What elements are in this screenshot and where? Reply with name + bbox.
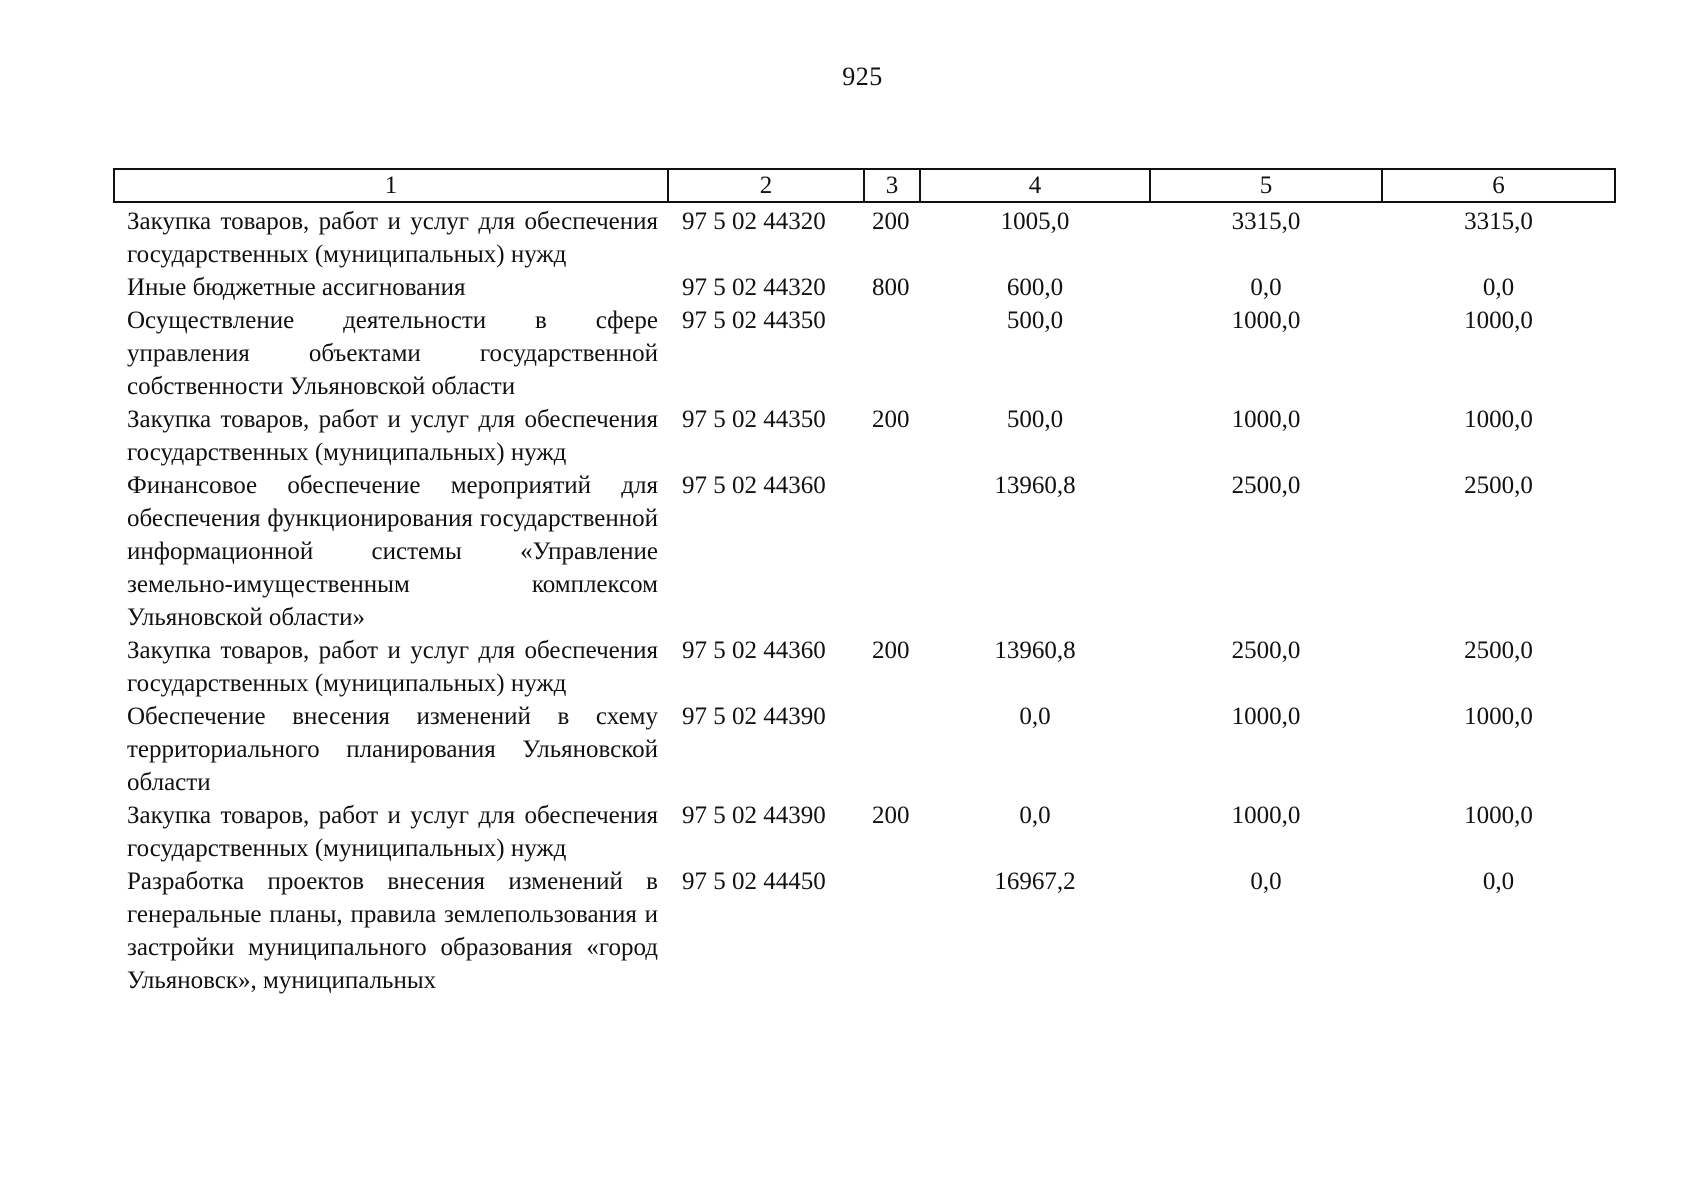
row-amount-col6: 3315,0 [1464,208,1533,235]
row-amount-col6: 1000,0 [1464,406,1533,433]
table-header [114,169,1615,202]
row-amount-col5: 1000,0 [1231,802,1301,829]
header-cell-2: 2 [668,169,864,202]
row-expense-type: 200 [872,208,910,235]
table-row [114,304,1615,403]
row-amount-col4: 13960,8 [994,472,1076,499]
row-amount-col5: 1000,0 [1231,307,1301,334]
page-number: 925 [842,62,883,91]
row-amount-col5: 2500,0 [1231,637,1301,664]
row-target-code: 97 5 02 44390 [682,802,826,829]
row-name: Финансовое обеспечение мероприятий для обеспечения функционирования государственной информационной системы «Управление земельно-имущественным комплексом Ульяновской области» [127,472,658,631]
row-amount-col6: 2500,0 [1464,637,1533,664]
table-row [114,799,1615,865]
row-amount-col5: 3315,0 [1231,208,1301,235]
row-amount-col5: 2500,0 [1231,472,1301,499]
row-amount-col6: 2500,0 [1464,472,1533,499]
row-expense-type: 800 [872,274,910,301]
row-target-code: 97 5 02 44360 [682,637,826,664]
header-cell-6: 6 [1382,169,1615,202]
row-amount-col4: 1005,0 [1000,208,1070,235]
row-amount-col6: 0,0 [1482,274,1515,301]
budget-table [113,168,1616,997]
row-target-code: 97 5 02 44360 [682,472,826,499]
header-cell-1: 1 [114,169,668,202]
row-target-code: 97 5 02 44350 [682,406,826,433]
table-body [114,202,1615,997]
row-name: Осуществление деятельности в сфере управления объектами государственной собственности Ульяновской области [127,307,658,400]
header-cell-4: 4 [920,169,1150,202]
row-amount-col6: 0,0 [1482,868,1515,895]
row-expense-type: 200 [872,802,910,829]
row-name: Закупка товаров, работ и услуг для обеспечения государственных (муниципальных) нужд [127,208,658,268]
row-amount-col6: 1000,0 [1464,307,1533,334]
table-row [114,700,1615,799]
row-name: Разработка проектов внесения изменений в генеральные планы, правила землепользования и застройки муниципального образования «город Ульяновск», муниципальных [127,868,658,994]
row-expense-type [864,469,920,634]
row-name: Иные бюджетные ассигнования [127,274,466,301]
row-amount-col4: 500,0 [1006,406,1064,433]
row-expense-type [864,700,920,799]
row-expense-type: 200 [872,406,910,433]
row-amount-col6: 1000,0 [1464,802,1533,829]
row-amount-col4: 500,0 [1006,307,1064,334]
row-amount-col4: 600,0 [1006,274,1064,301]
row-target-code: 97 5 02 44320 [682,208,826,235]
table-row [114,271,1615,304]
row-expense-type [864,865,920,997]
table-row [114,202,1615,271]
row-amount-col4: 0,0 [1019,802,1051,829]
table-row [114,634,1615,700]
header-cell-5: 5 [1150,169,1382,202]
row-expense-type: 200 [872,637,910,664]
budget-table-container [113,168,1614,997]
row-name: Закупка товаров, работ и услуг для обеспечения государственных (муниципальных) нужд [127,406,658,466]
row-name: Закупка товаров, работ и услуг для обеспечения государственных (муниципальных) нужд [127,637,658,697]
row-amount-col4: 0,0 [1019,703,1051,730]
row-expense-type [864,304,920,403]
row-amount-col6: 1000,0 [1464,703,1533,730]
row-target-code: 97 5 02 44450 [682,868,826,895]
row-target-code: 97 5 02 44390 [682,703,826,730]
row-amount-col5: 1000,0 [1231,703,1301,730]
row-target-code: 97 5 02 44350 [682,307,826,334]
row-name: Закупка товаров, работ и услуг для обеспечения государственных (муниципальных) нужд [127,802,658,862]
row-amount-col5: 0,0 [1250,274,1282,301]
row-amount-col4: 13960,8 [994,637,1076,664]
row-amount-col5: 0,0 [1250,868,1282,895]
header-cell-3: 3 [864,169,920,202]
row-amount-col5: 1000,0 [1231,406,1301,433]
table-row [114,403,1615,469]
row-target-code: 97 5 02 44320 [682,274,826,301]
header-row [114,169,1615,202]
row-name: Обеспечение внесения изменений в схему территориального планирования Ульяновской области [127,703,658,796]
table-row [114,469,1615,634]
table-row [114,865,1615,997]
row-amount-col4: 16967,2 [994,868,1076,895]
